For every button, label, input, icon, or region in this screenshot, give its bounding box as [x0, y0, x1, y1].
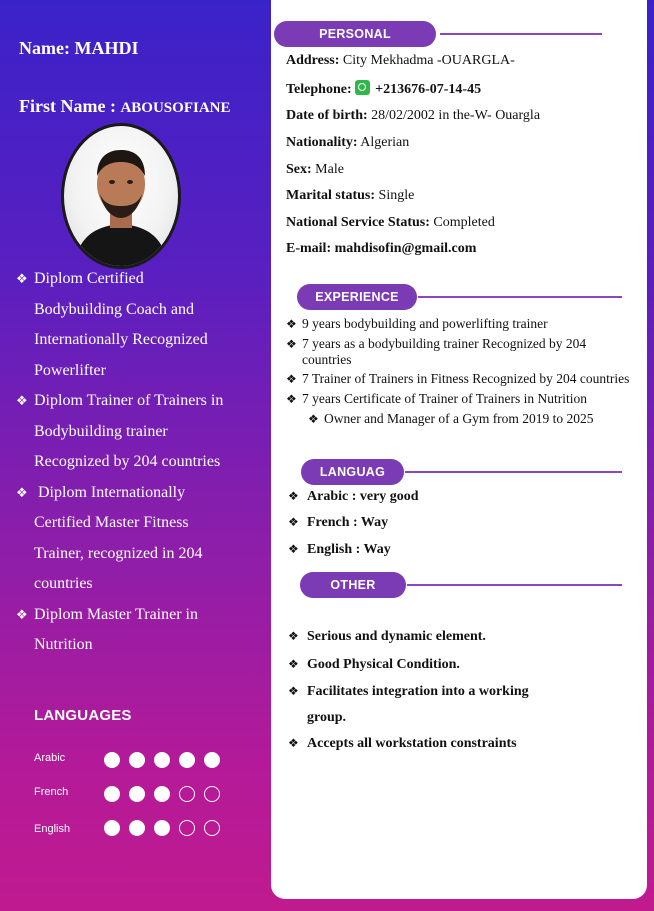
diploma-item — [16, 478, 264, 600]
lang-item — [288, 515, 388, 531]
experience-item — [286, 371, 636, 387]
bullet-icon: ❖ — [16, 606, 28, 622]
experience-text: Owner and Manager of a Gym from 2019 to 2025 — [324, 411, 594, 426]
experience-item — [286, 391, 636, 407]
telephone-value: +213676-07-14-45 — [375, 82, 482, 97]
bullet-icon: ❖ — [288, 657, 299, 671]
diploma-line: Diplom Internationally — [34, 483, 186, 501]
bullet-icon: ❖ — [16, 271, 28, 286]
diploma-line: Bodybuilding trainer — [34, 422, 168, 440]
name-line — [19, 38, 138, 59]
left-column — [0, 0, 268, 911]
rating-dot-empty — [179, 786, 195, 802]
section-other-title: OTHER — [300, 572, 406, 598]
first-name-value: ABOUSOFIANE — [120, 100, 231, 116]
other-item-text: Accepts all workstation constraints — [307, 736, 517, 751]
diploma-item — [16, 600, 264, 661]
diploma-item — [16, 264, 264, 386]
section-divider — [407, 584, 622, 586]
telephone-row — [286, 80, 481, 98]
bullet-icon: ❖ — [16, 484, 28, 500]
bullet-icon: ❖ — [286, 372, 297, 386]
bullet-icon: ❖ — [308, 412, 319, 426]
other-item-text: group. — [307, 710, 347, 725]
address-row — [286, 53, 515, 69]
section-divider — [440, 33, 602, 35]
diploma-item — [16, 386, 264, 478]
person-icon — [64, 126, 178, 266]
bullet-icon: ❖ — [286, 317, 297, 331]
dob-value: 28/02/2002 in the-W- Ouargla — [367, 108, 541, 123]
name-value: MAHDI — [74, 38, 139, 58]
rating-dot-empty — [204, 820, 220, 836]
diploma-line: Certified Master Fitness — [34, 514, 189, 531]
language-label-french: French — [34, 786, 69, 798]
other-item — [288, 736, 517, 752]
other-item — [288, 657, 460, 673]
rating-dot-filled — [154, 752, 170, 768]
diploma-line: Internationally Recognized — [34, 331, 208, 348]
language-label-arabic: Arabic — [34, 752, 66, 764]
marital-value: Single — [375, 188, 415, 203]
name-label: Name: — [19, 38, 75, 58]
bullet-icon: ❖ — [288, 515, 299, 529]
other-item-text: Good Physical Condition. — [307, 657, 460, 672]
language-label-english: English — [34, 823, 71, 835]
other-item-continued — [288, 710, 346, 726]
lang-item — [288, 542, 391, 558]
diploma-line: Diplom Master Trainer in — [34, 605, 198, 623]
dob-row — [286, 108, 540, 124]
profile-photo — [61, 123, 181, 269]
experience-text: 7 Trainer of Trainers in Fitness Recognized by 204 countries — [302, 371, 630, 386]
telephone-label: Telephone: — [286, 82, 356, 97]
rating-dot-filled — [129, 820, 145, 836]
experience-text: 7 years as a bodybuilding trainer Recognized by 204 countries — [302, 336, 587, 367]
rating-french — [104, 786, 220, 802]
bullet-icon: ❖ — [288, 542, 299, 556]
service-value: Completed — [429, 215, 495, 230]
section-experience-title: EXPERIENCE — [297, 284, 417, 310]
rating-dot-filled — [179, 752, 195, 768]
bullet-icon: ❖ — [288, 629, 299, 643]
diploma-line: Bodybuilding Coach and — [34, 300, 194, 318]
email-value[interactable]: mahdisofin@gmail.com — [334, 241, 477, 256]
nationality-row — [286, 135, 409, 151]
experience-item — [286, 316, 636, 332]
dob-label: Date of birth: — [286, 108, 368, 123]
bullet-icon: ❖ — [288, 684, 299, 698]
diploma-line: Diplom Trainer of Trainers in — [34, 392, 224, 409]
diploma-line: Diplom Certified — [34, 270, 144, 287]
other-item-text: Facilitates integration into a working — [307, 684, 529, 699]
diploma-line: Powerlifter — [34, 361, 106, 379]
email-row — [286, 241, 476, 257]
lang-item-text: Arabic : very good — [307, 489, 419, 504]
email-label: E-mail: — [286, 241, 335, 256]
diploma-line: Recognized by 204 countries — [34, 453, 221, 470]
other-item — [288, 684, 529, 700]
bullet-icon: ❖ — [286, 337, 297, 351]
rating-dot-filled — [104, 786, 120, 802]
marital-row — [286, 188, 414, 204]
experience-sub-item — [286, 411, 636, 427]
rating-dot-filled — [129, 786, 145, 802]
rating-dot-empty — [204, 786, 220, 802]
section-personal-title: PERSONAL — [274, 21, 436, 47]
marital-label: Marital status: — [286, 188, 376, 203]
first-name-line — [19, 96, 231, 117]
section-divider — [405, 471, 622, 473]
diploma-line: Nutrition — [34, 636, 93, 653]
first-name-label: First Name : — [19, 96, 121, 116]
rating-dot-filled — [104, 820, 120, 836]
lang-item — [288, 489, 419, 505]
rating-dot-empty — [179, 820, 195, 836]
rating-dot-filled — [129, 752, 145, 768]
other-item-text: Serious and dynamic element. — [307, 629, 486, 644]
diploma-line: countries — [34, 575, 93, 592]
rating-dot-filled — [154, 786, 170, 802]
sex-label: Sex: — [286, 162, 312, 177]
rating-english — [104, 820, 220, 836]
rating-arabic — [104, 752, 220, 768]
rating-dot-filled — [154, 820, 170, 836]
sex-row — [286, 162, 344, 178]
experience-list — [286, 316, 636, 427]
lang-item-text: French : Way — [307, 515, 389, 530]
address-label: Address: — [286, 53, 340, 68]
bullet-icon: ❖ — [16, 393, 28, 408]
rating-dot-filled — [104, 752, 120, 768]
sex-value: Male — [311, 162, 344, 177]
nationality-label: Nationality: — [286, 135, 358, 150]
address-value: City Mekhadma -OUARGLA- — [339, 53, 515, 68]
service-row — [286, 215, 495, 231]
experience-text: 7 years Certificate of Trainer of Trainers in Nutrition — [302, 391, 587, 406]
lang-item-text: English : Way — [307, 542, 391, 557]
experience-text: 9 years bodybuilding and powerlifting trainer — [302, 316, 548, 331]
diploma-line: Trainer, recognized in 204 — [34, 544, 203, 562]
languages-title: LANGUAGES — [34, 707, 132, 724]
whatsapp-icon — [355, 80, 370, 95]
rating-dot-filled — [204, 752, 220, 768]
nationality-value: Algerian — [357, 135, 410, 150]
diploma-list — [16, 264, 264, 661]
service-label: National Service Status: — [286, 215, 430, 230]
section-languag-title: LANGUAG — [301, 459, 404, 485]
other-item — [288, 629, 486, 645]
bullet-icon: ❖ — [288, 489, 299, 503]
bullet-icon: ❖ — [286, 392, 297, 406]
experience-item — [286, 336, 636, 367]
bullet-icon: ❖ — [288, 736, 299, 750]
section-divider — [418, 296, 622, 298]
